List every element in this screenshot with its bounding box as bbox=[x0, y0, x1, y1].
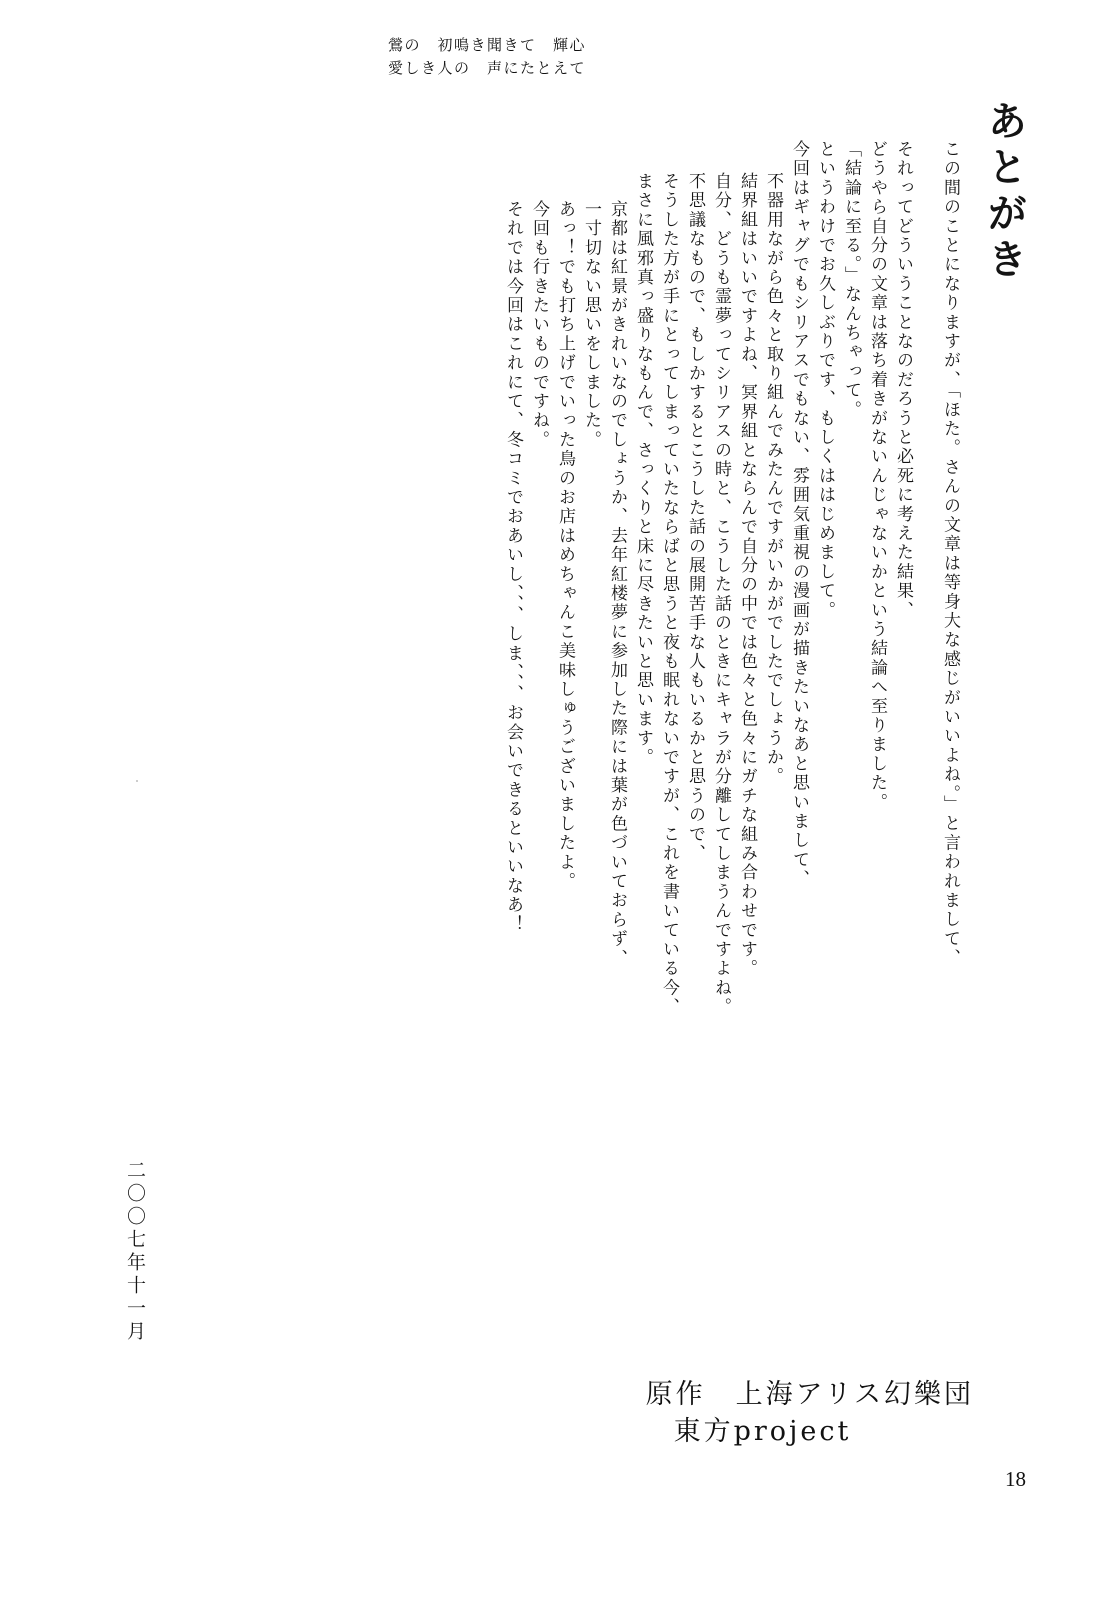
afterword-column: 今回はギャグでもシリアスでもない、雰囲気重視の漫画が描きたいなあと思いまして、 bbox=[789, 140, 809, 889]
poem-line-2: 愛しき人の 声にたとえて bbox=[388, 59, 587, 78]
afterword-column: まさに風邪真っ盛りなもんで、さっくりと床に尽きたいと思います。 bbox=[633, 172, 653, 768]
credit-project: 東方project bbox=[673, 1415, 852, 1447]
afterword-column: それでは今回はこれにて、冬コミでおあいし、、、しま、、、お会いできるといいなあ！ bbox=[503, 200, 523, 934]
afterword-column: 結界組はいいですよね、冥界組とならんで自分の中では色々と色々にガチな組み合わせです。 bbox=[737, 172, 757, 979]
publication-date: 二〇〇七年十一月 bbox=[124, 1160, 146, 1344]
afterword-column: どうやら自分の文章は落ち着きがないんじゃないかという結論へ至りました。 bbox=[867, 140, 887, 812]
credits-block bbox=[646, 1377, 974, 1450]
page-number: 18 bbox=[1005, 1467, 1026, 1491]
credit-original-work: 原作 上海アリス幻樂団 bbox=[645, 1379, 974, 1411]
poem-block bbox=[388, 34, 718, 81]
afterword-column: それってどういうことなのだろうと必死に考えた結果、 bbox=[893, 140, 913, 620]
afterword-column: そうした方が手にとってしまっていたならばと思うと夜も眠れないですが、これを書いている今、 bbox=[659, 172, 679, 1017]
afterword-heading: あとがき bbox=[981, 100, 1027, 284]
scan-speck bbox=[136, 780, 138, 782]
afterword-column: 今回も行きたいものですね。 bbox=[529, 200, 549, 450]
afterword-column: 自分、どうも霊夢ってシリアスの時と、こうした話のときにキャラが分離してしまうんですよね。 bbox=[711, 172, 731, 1017]
afterword-column: 不思議なもので、もしかするとこうした話の展開苦手な人もいるかと思うので、 bbox=[685, 172, 705, 864]
afterword-column: 一寸切ない思いをしました。 bbox=[581, 200, 601, 450]
afterword-column: 「結論に至る。」なんちゃって。 bbox=[841, 140, 861, 420]
afterword-column: 不器用ながら色々と取り組んでみたんですがいかがでしたでしょうか。 bbox=[763, 172, 783, 787]
afterword-column: この間のことになりますが、「ほた。さんの文章は等身大な感じがいいよね。」と言われまして、 bbox=[940, 140, 960, 968]
afterword-column: というわけでお久しぶりです、もしくははじめまして。 bbox=[815, 140, 835, 620]
afterword-column: あっ！でも打ち上げでいった鳥のお店はめちゃんこ美味しゅうございましたよ。 bbox=[555, 200, 575, 892]
afterword-column: 京都は紅景がきれいなのでしょうか、去年紅楼夢に参加した際には葉が色づいておらず、 bbox=[607, 200, 627, 968]
afterword-text-block bbox=[495, 100, 1026, 1300]
poem-line-1: 鶯の 初鳴き聞きて 輝心 bbox=[388, 36, 587, 54]
